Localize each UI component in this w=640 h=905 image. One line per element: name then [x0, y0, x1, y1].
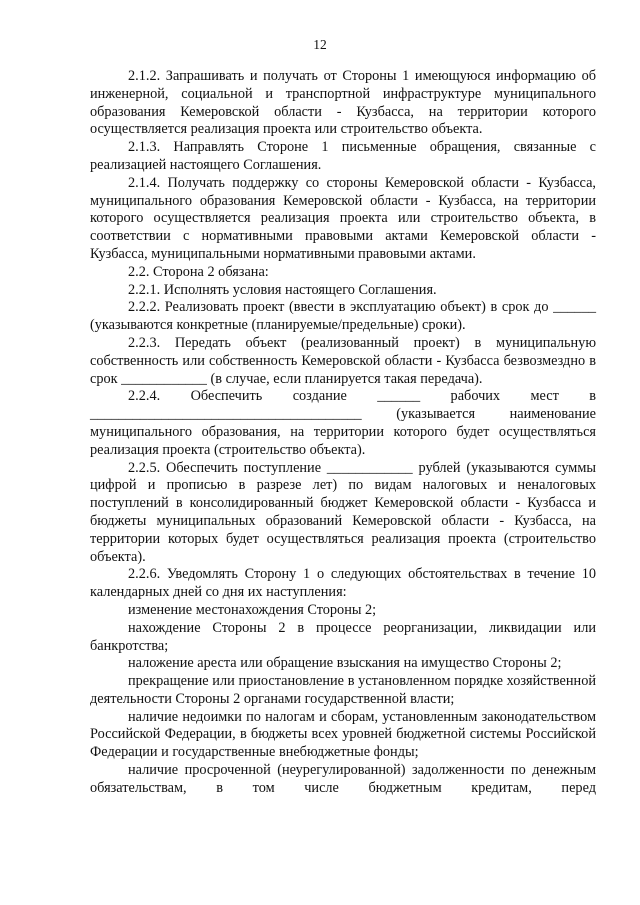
list-item-arrears: наличие недоимки по налогам и сборам, установленным законодательством Российской Федерации, в бюджеты всех уровней бюджетной системы Российской Федерации и государственные внебюджетные фонды; [90, 708, 596, 761]
list-item-suspension: прекращение или приостановление в установленном порядке хозяйственной деятельности Стороны 2 органами государственной власти; [90, 673, 596, 707]
paragraph-2-2-6: 2.2.6. Уведомлять Сторону 1 о следующих обстоятельствах в течение 10 календарных дней со дня их наступления: [90, 566, 596, 601]
list-item-location-change: изменение местонахождения Стороны 2; [128, 601, 377, 618]
list-item-reorganization: нахождение Стороны 2 в процессе реорганизации, ликвидации или банкротства; [90, 619, 596, 654]
page-number: 12 [313, 37, 327, 52]
paragraph-2-2-1: 2.2.1. Исполнять условия настоящего Соглашения. [128, 281, 437, 298]
list-item-overdue-debt: наличие просроченной (неурегулированной) задолженности по денежным обязательствам, в том числе бюджетным кредитам, перед [90, 762, 596, 796]
paragraph-2-2-2: 2.2.2. Реализовать проект (ввести в эксплуатацию объект) в срок до ______ (указываются конкретные (планируемые/предельные) сроки). [90, 299, 596, 334]
paragraph-2-2: 2.2. Сторона 2 обязана: [128, 263, 269, 280]
list-item-arrest: наложение ареста или обращение взыскания на имущество Стороны 2; [128, 655, 562, 672]
paragraph-2-2-4: 2.2.4. Обеспечить создание ______ рабочих мест в ______________________________________ (указывается наименование муниципального образования, на территории которого будет осуществляться реализация проекта (строительство объекта). [90, 388, 596, 458]
paragraph-2-2-3: 2.2.3. Передать объект (реализованный проект) в муниципальную собственность или собственность Кемеровской области - Кузбасса безвозмездно в срок ____________ (в случае, если планируется такая передача). [90, 334, 596, 387]
paragraph-2-1-3: 2.1.3. Направлять Стороне 1 письменные обращения, связанные с реализацией настоящего Соглашения. [90, 139, 596, 173]
paragraph-2-1-2: 2.1.2. Запрашивать и получать от Стороны 1 имеющуюся информацию об инженерной, социальной и транспортной инфраструктуре муниципального образования Кемеровской области - Кузбасса, на территории которого осуществляется реализация проекта или строительство объекта. [90, 68, 596, 138]
document-body [90, 68, 596, 798]
paragraph-2-2-5: 2.2.5. Обеспечить поступление ____________ рублей (указываются суммы цифрой и прописью в разрезе лет) по видам налоговых и неналоговых поступлений в консолидированный бюджет Кемеровской области - Кузбасса и бюджеты муниципальных образований Кемеровской области - Кузбасса, на территории которых будет осуществляться реализация проекта (строительство объекта). [90, 459, 596, 565]
paragraph-2-1-4: 2.1.4. Получать поддержку со стороны Кемеровской области - Кузбасса, муниципального образования Кемеровской области - Кузбасса, на территории которого осуществляется реализация проекта или строительство объекта, в соответствии с нормативными правовыми актами Кемеровской области - Кузбасса, муниципальными нормативными правовыми актами. [90, 174, 596, 262]
